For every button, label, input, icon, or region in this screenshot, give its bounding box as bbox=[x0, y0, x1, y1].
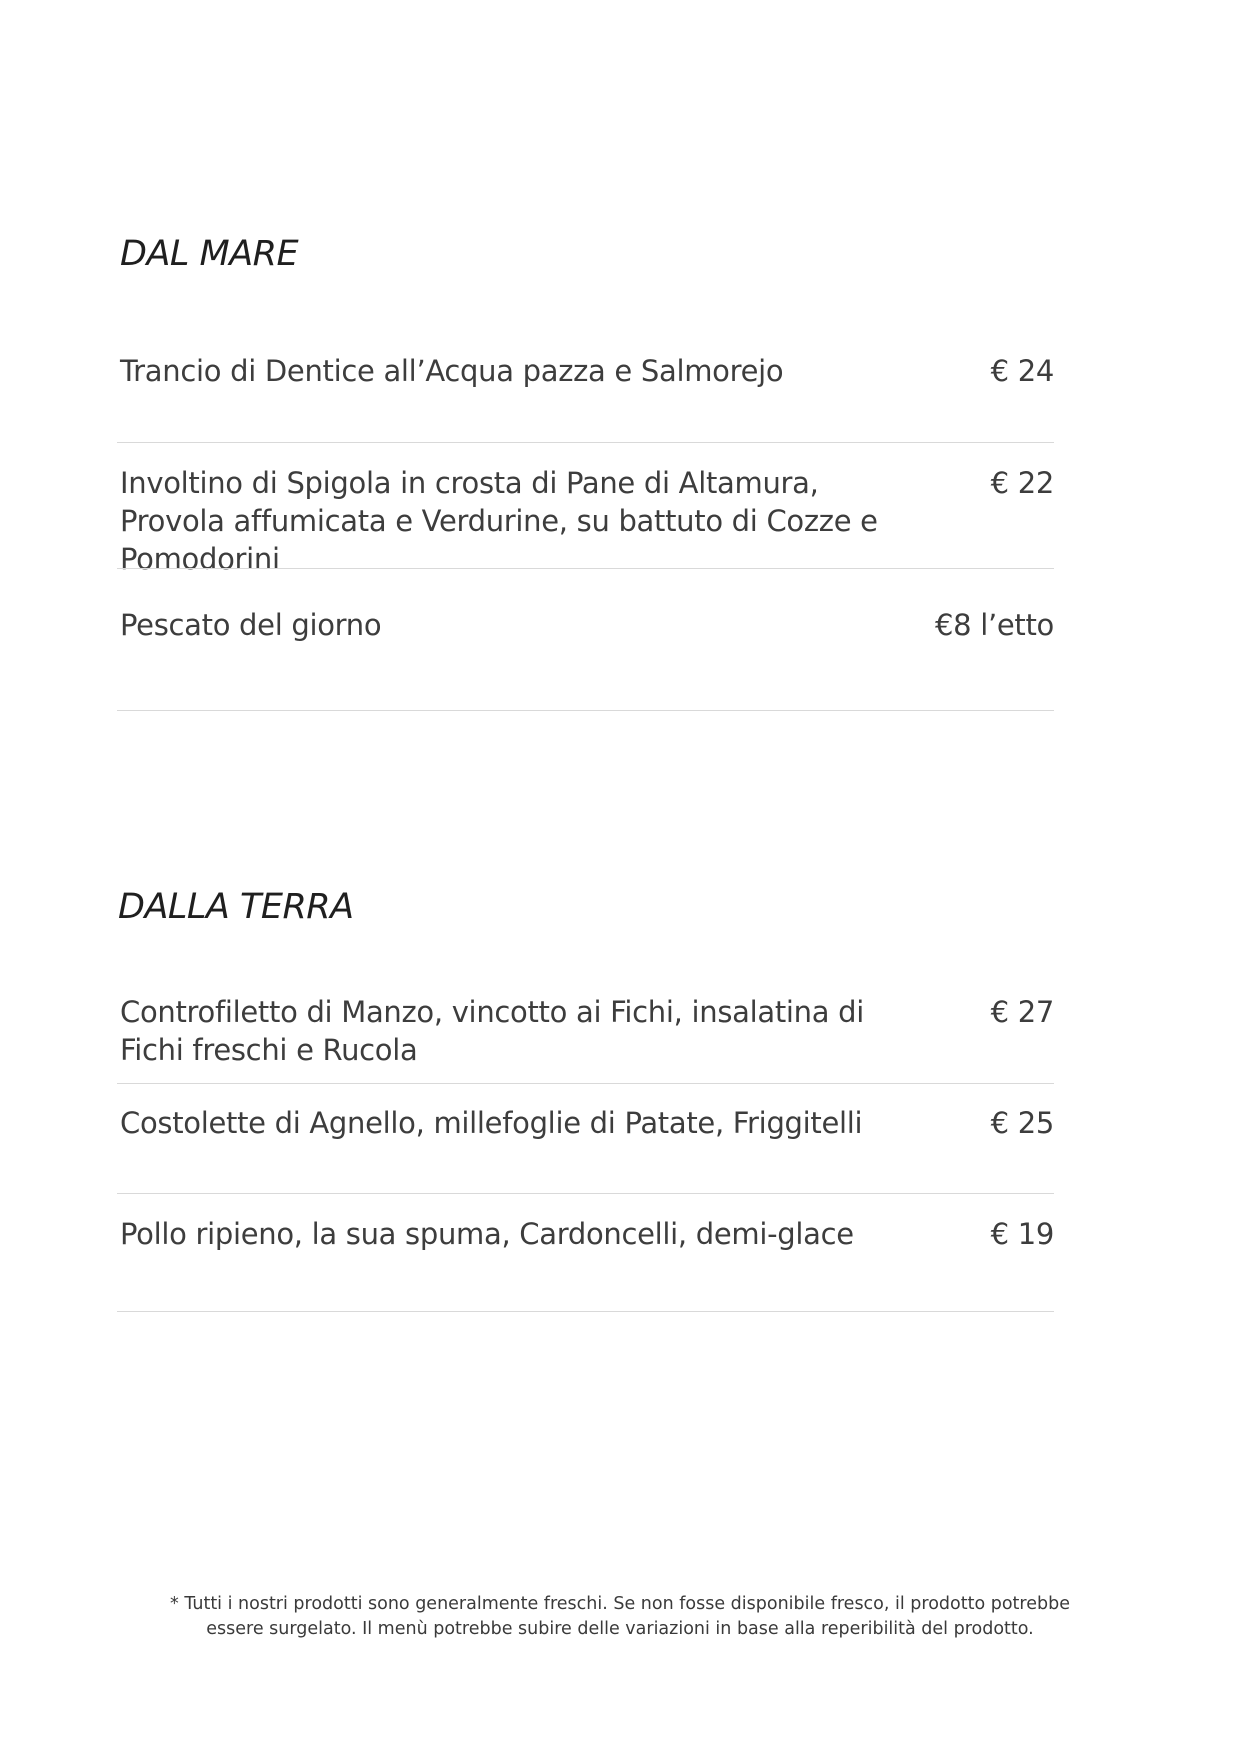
section-title-dalla-terra: DALLA TERRA bbox=[118, 887, 354, 927]
divider bbox=[117, 1311, 1054, 1312]
dish-price: € 24 bbox=[990, 354, 1054, 388]
footnote bbox=[120, 1592, 1120, 1642]
dish-name: Costolette di Agnello, millefoglie di Patate, Friggitelli bbox=[120, 1106, 863, 1140]
dish-price: €8 l’etto bbox=[934, 608, 1054, 642]
dish-name: Pollo ripieno, la sua spuma, Cardoncelli, demi-glace bbox=[120, 1217, 854, 1251]
section-title-dal-mare: DAL MARE bbox=[120, 234, 299, 274]
divider bbox=[117, 1083, 1054, 1084]
dish-price: € 25 bbox=[990, 1106, 1054, 1140]
dish-name: Controfiletto di Manzo, vincotto ai Fichi, insalatina di Fichi freschi e Rucola bbox=[120, 995, 864, 1067]
footnote-line: * Tutti i nostri prodotti sono generalmente freschi. Se non fosse disponibile fresco, il prodotto potrebbe bbox=[170, 1594, 1070, 1614]
dish-name: Pescato del giorno bbox=[120, 608, 382, 642]
dish-name: Trancio di Dentice all’Acqua pazza e Salmorejo bbox=[120, 354, 784, 388]
dish-price: € 19 bbox=[990, 1217, 1054, 1251]
dish-price: € 22 bbox=[990, 466, 1054, 500]
divider bbox=[117, 1193, 1054, 1194]
dish-price: € 27 bbox=[990, 995, 1054, 1029]
footnote-line: essere surgelato. Il menù potrebbe subire delle variazioni in base alla reperibilità del prodotto. bbox=[206, 1619, 1034, 1639]
divider bbox=[117, 710, 1054, 711]
dish-name: Involtino di Spigola in crosta di Pane di Altamura, Provola affumicata e Verdurine, su battuto di Cozze e Pomodorini bbox=[120, 466, 878, 576]
divider bbox=[117, 442, 1054, 443]
divider bbox=[117, 568, 1054, 569]
